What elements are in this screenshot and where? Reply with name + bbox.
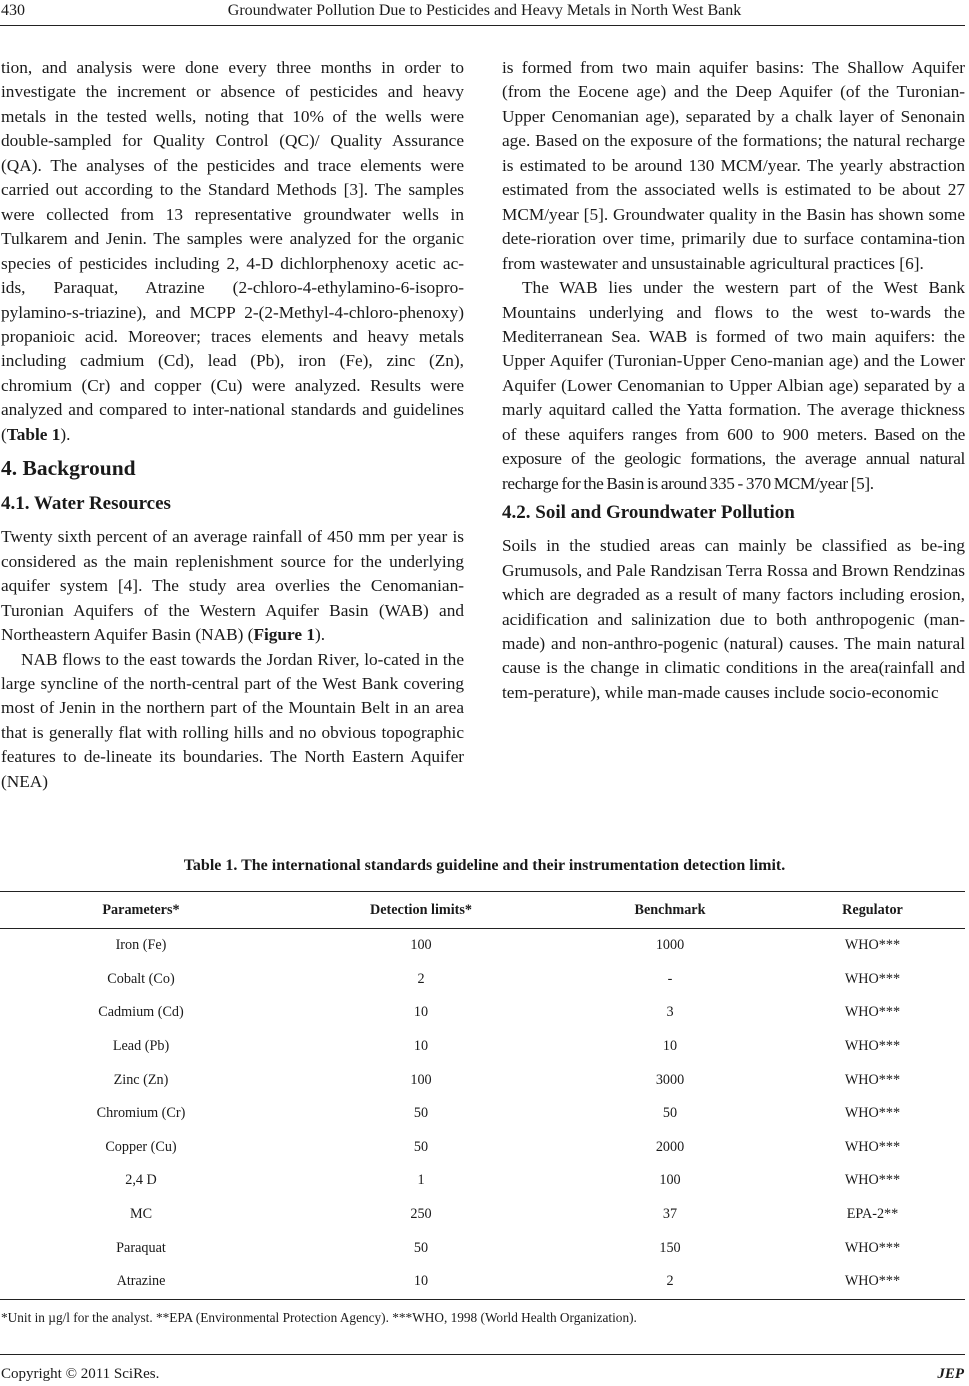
right-column xyxy=(502,56,965,705)
table-row xyxy=(0,1131,965,1165)
table-row xyxy=(0,996,965,1030)
table-cell: 2000 xyxy=(655,1138,685,1155)
table-row xyxy=(0,1231,965,1265)
table-row xyxy=(0,1097,965,1131)
table-row xyxy=(0,1030,965,1064)
table-cell: 37 xyxy=(662,1206,678,1223)
column-header: Regulator xyxy=(780,892,965,929)
copyright-notice: Copyright © 2011 SciRes. xyxy=(1,1366,160,1382)
table-cell: 50 xyxy=(662,1105,678,1122)
table-cell: EPA-2** xyxy=(846,1206,899,1223)
table-cell: 100 xyxy=(410,1071,432,1088)
table-caption: Table 1. The international standards guideline and their instrumentation detection limit. xyxy=(183,857,786,874)
subsection-heading-water-resources: 4.1. Water Resources xyxy=(1,493,171,515)
table-cell: 10 xyxy=(662,1038,678,1055)
table-cell: WHO*** xyxy=(844,1239,901,1256)
table-cell: Lead (Pb) xyxy=(112,1038,170,1055)
table-cell: 150 xyxy=(659,1239,681,1256)
table-cell: 2,4 D xyxy=(125,1172,157,1189)
table-cell: 3000 xyxy=(655,1071,685,1088)
table-cell: 1 xyxy=(417,1172,425,1189)
table-cell: 10 xyxy=(413,1004,429,1021)
table-1-reference[interactable]: Table 1 xyxy=(6,424,61,444)
paragraph-methods: tion, and analysis were done every three months in order to investigate the increment or absence of pesticides and heavy metals in the tested wells, noting that 10% of the wells were double-sampled for Quality Control (QC)/ Quality Assurance (QA). The analyses of the pesticides and trace elements were carried out according to the Standard Methods [3]. The samples were collected from 13 representative groundwater wells in Tulkarem and Jenin. The samples were analyzed for the organic species of pesticides including 2, 4-D dichlorphenoxy acetic ac-ids, Paraquat, Atrazine (2-chloro-4-ethylamino-6-isopro-pylamino-s-triazine), and MCPP 2-(2-Methyl-4-chloro-phenoxy) propanioic acid. Moreover; traces elements and heavy metals including cadmium (Cd), lead (Pb), iron (Fe), zinc (Zn), chromium (Cr) and copper (Cu) were analyzed. Results were analyzed and compared to inter-national standards and guidelines (Table 1). xyxy=(1,58,464,444)
table-cell: 50 xyxy=(413,1138,429,1155)
table-cell: MC xyxy=(129,1206,153,1223)
table-row xyxy=(0,1198,965,1232)
table-cell: WHO*** xyxy=(844,1071,901,1088)
table-cell: WHO*** xyxy=(844,1038,901,1055)
table-cell: WHO*** xyxy=(780,1265,965,1300)
header-rule xyxy=(0,25,965,26)
section-heading-background: 4. Background xyxy=(1,456,136,481)
left-column xyxy=(1,56,464,794)
footer-rule xyxy=(0,1354,965,1355)
table-footnote: *Unit in µg/l for the analyst. **EPA (Environmental Protection Agency). ***WHO, 1998 (World Health Organization). xyxy=(1,1310,637,1325)
table-row xyxy=(0,929,965,963)
running-header xyxy=(0,2,969,24)
paragraph-wab: The WAB lies under the western part of the West Bank Mountains underlying and flows to the west to-wards the Mediterranean Sea. WAB is formed of two main aquifers: the Upper Aquifer (Turonian-Upper Ceno-manian age) and the Lower Aquifer (Lower Cenomanian to Upper Albian age) separated by a marly aquitard called the Yatta formation. The average thickness of these aquifers ranges from 600 to 900 meters. Based on the exposure of the geologic formations, the average annual natural recharge for the Basin is around 335 - 370 MCM/year [5]. xyxy=(502,278,965,493)
table-row xyxy=(0,1164,965,1198)
table-cell: 250 xyxy=(410,1206,432,1223)
table-cell: 10 xyxy=(282,1265,560,1300)
table-cell: Atrazine xyxy=(0,1265,282,1300)
paragraph-nab: NAB flows to the east towards the Jordan River, lo-cated in the large syncline of the north-central part of the West Bank covering most of Jenin in the northern part of the Mountain Belt in an area that is generally flat with rolling hills and no obvious topographic features to de-lineate its boundaries. The North Eastern Aquifer (NEA) xyxy=(1,649,464,791)
figure-1-reference[interactable]: Figure 1 xyxy=(253,625,316,645)
table-cell: WHO*** xyxy=(844,1105,901,1122)
table-cell: 1000 xyxy=(655,937,685,954)
table-cell: Cobalt (Co) xyxy=(107,970,175,987)
column-header: Benchmark xyxy=(560,892,780,929)
table-cell: 2 xyxy=(417,970,425,987)
table-cell: WHO*** xyxy=(844,1138,901,1155)
table-cell: Copper (Cu) xyxy=(105,1138,177,1155)
subsection-heading-soil-pollution: 4.2. Soil and Groundwater Pollution xyxy=(502,502,795,524)
standards-table xyxy=(0,891,965,1300)
table-row xyxy=(0,1265,965,1300)
table-header-row xyxy=(0,892,965,929)
table-cell: 50 xyxy=(413,1239,429,1256)
running-title: Groundwater Pollution Due to Pesticides and Heavy Metals in North West Bank xyxy=(227,2,742,19)
paragraph-nea: is formed from two main aquifer basins: The Shallow Aquifer (from the Eocene age) and the Deep Aquifer (of the Turonian-Upper Cenomanian age), separated by a chalk layer of Senonain age. Based on the exposure of the formations; the natural recharge is estimated to be around 130 MCM/year. The yearly abstraction estimated from the associated wells is estimated to be about 27 MCM/year [5]. Groundwater quality in the Basin has shown some dete-rioration over time, primarily due to surface contamina-tion from wastewater and unsustainable agricultural practices [6]. xyxy=(502,58,965,273)
paragraph-soil: Soils in the studied areas can mainly be classified as be-ing Grumusols, and Pale Randzisan Terra Rossa and Brown Rendzinas which are degraded as a result of many factors including erosion, acidification and salinization due to both anthropogenic (man-made) and non-anthro-pogenic (natural) causes. The main natural cause is the change in climatic conditions in the area(rainfall and tem-perature), while man-made causes include socio-economic xyxy=(502,536,965,702)
column-header: Parameters* xyxy=(0,892,282,929)
table-cell: WHO*** xyxy=(844,970,901,987)
table-cell: Cadmium (Cd) xyxy=(98,1004,184,1021)
paragraph-rainfall: Twenty sixth percent of an average rainfall of 450 mm per year is considered as the main replenishment source for the underlying aquifer system [4]. The study area overlies the Cenomanian-Turonian Aquifers of the Western Aquifer Basin (WAB) and Northeastern Aquifer Basin (NAB) (Figure 1). xyxy=(1,527,464,645)
journal-abbreviation: JEP xyxy=(937,1366,964,1382)
table-cell: 10 xyxy=(413,1038,429,1055)
table-cell: 3 xyxy=(666,1004,674,1021)
table-cell: Zinc (Zn) xyxy=(113,1071,169,1088)
table-cell: 50 xyxy=(413,1105,429,1122)
table-cell: 100 xyxy=(410,937,432,954)
table-row xyxy=(0,963,965,997)
table-cell: - xyxy=(667,970,673,987)
table-cell: Iron (Fe) xyxy=(115,937,167,954)
column-header: Detection limits* xyxy=(282,892,560,929)
table-cell: 100 xyxy=(659,1172,681,1189)
table-cell: Chromium (Cr) xyxy=(96,1105,186,1122)
table-cell: 2 xyxy=(560,1265,780,1300)
table-cell: Paraquat xyxy=(116,1239,166,1256)
table-cell: WHO*** xyxy=(844,937,901,954)
table-cell: WHO*** xyxy=(844,1172,901,1189)
table-row xyxy=(0,1063,965,1097)
table-cell: WHO*** xyxy=(844,1004,901,1021)
page-number: 430 xyxy=(1,2,25,19)
